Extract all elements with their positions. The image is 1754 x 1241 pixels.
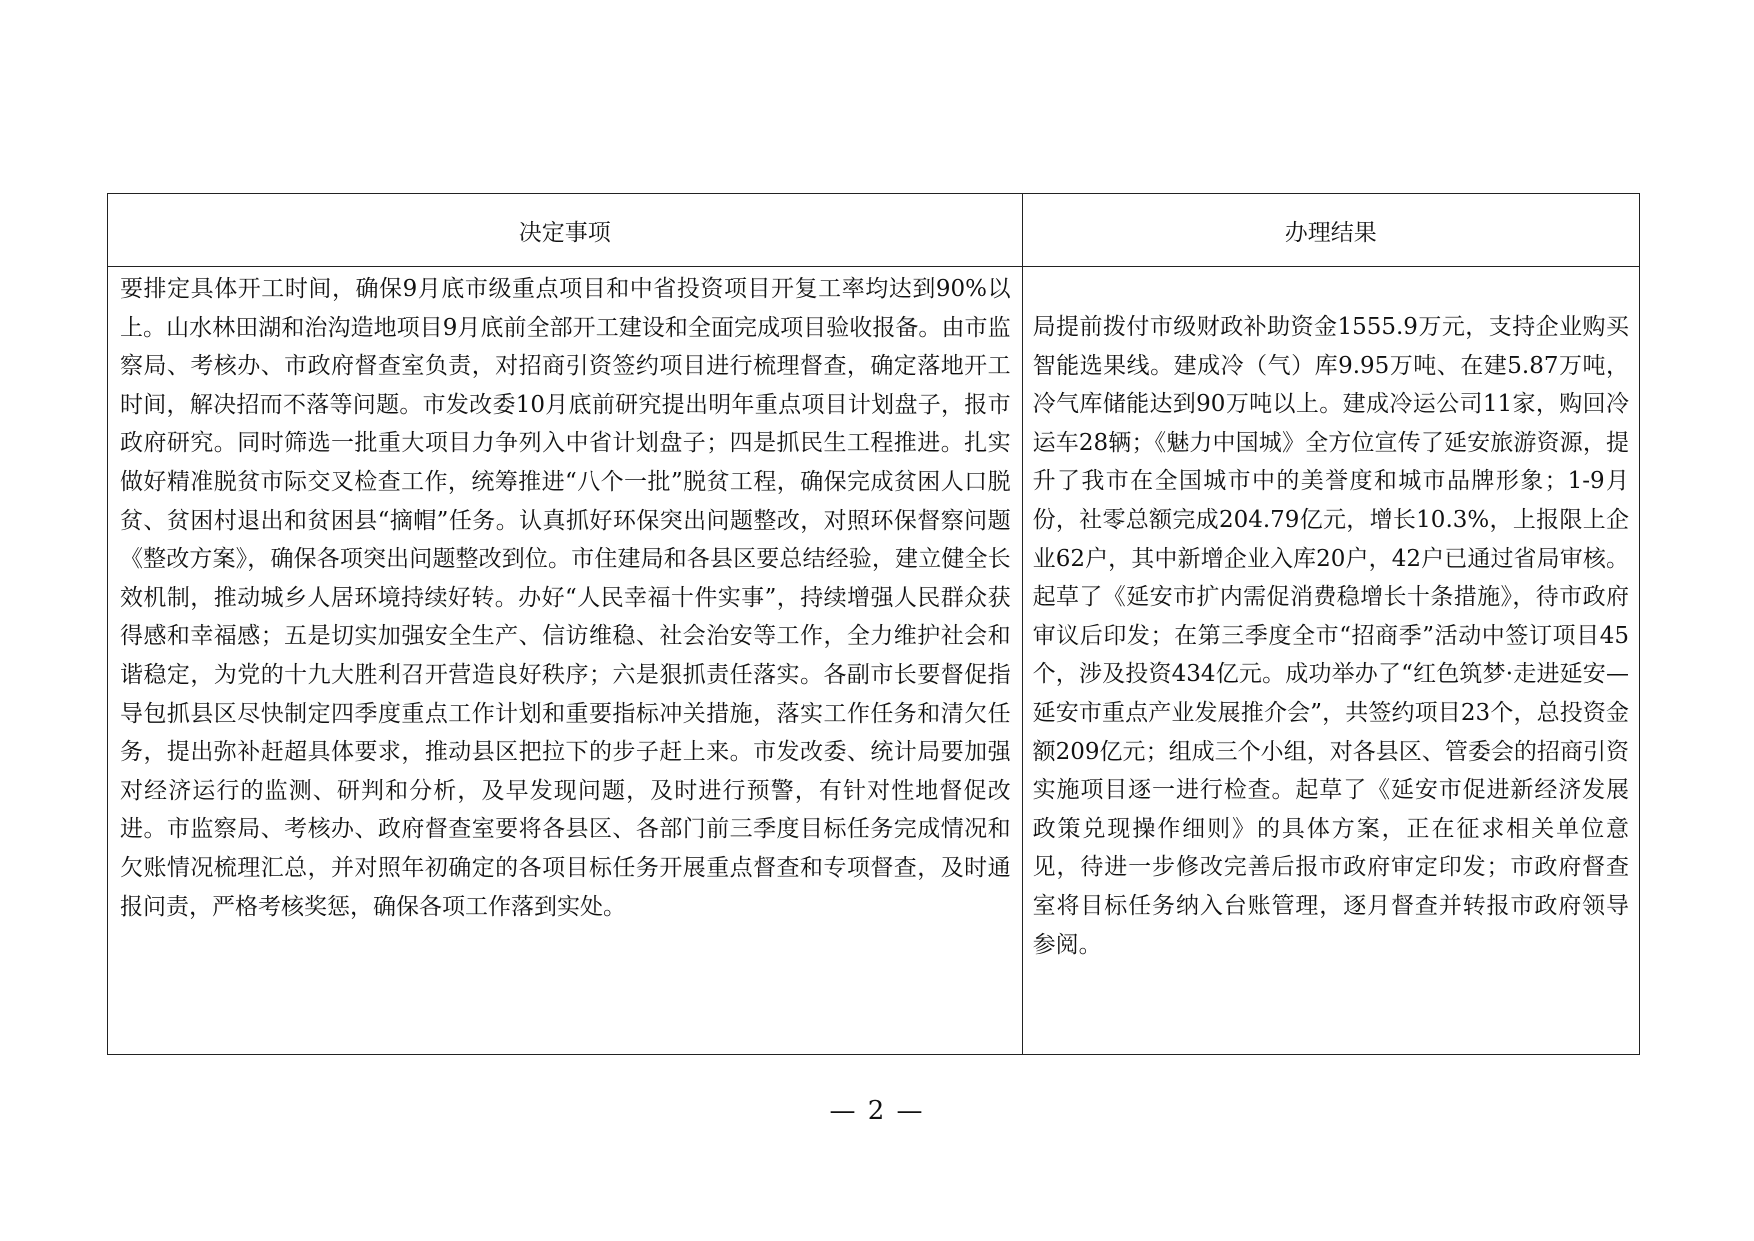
decision-table [107, 193, 1640, 1055]
result-cell [1022, 267, 1639, 1055]
decision-text: 要排定具体开工时间，确保9月底市级重点项目和中省投资项目开复工率均达到90%以上。山水林田湖和治沟造地项目9月底前全部开工建设和全面完成项目验收报备。由市监察局、考核办、市政府督查室负责，对招商引资签约项目进行梳理督查，确定落地开工时间，解决招而不落等问题。市发改委10月底前研究提出明年重点项目计划盘子，报市政府研究。同时筛选一批重大项目力争列入中省计划盘子；四是抓民生工程推进。扎实做好精准脱贫市际交叉检查工作，统筹推进“八个一批”脱贫工程，确保完成贫困人口脱贫、贫困村退出和贫困县“摘帽”任务。认真抓好环保突出问题整改，对照环保督察问题《整改方案》，确保各项突出问题整改到位。市住建局和各县区要总结经验，建立健全长效机制，推动城乡人居环境持续好转。办好“人民幸福十件实事”，持续增强人民群众获得感和幸福感；五是切实加强安全生产、信访维稳、社会治安等工作，全力维护社会和谐稳定，为党的十九大胜利召开营造良好秩序；六是狠抓责任落实。各副市长要督促指导包抓县区尽快制定四季度重点工作计划和重要指标冲关措施，落实工作任务和清欠任务，提出弥补赶超具体要求，推动县区把拉下的步子赶上来。市发改委、统计局要加强对经济运行的监测、研判和分析，及早发现问题，及时进行预警，有针对性地督促改进。市监察局、考核办、政府督查室要将各县区、各部门前三季度目标任务完成情况和欠账情况梳理汇总，并对照年初确定的各项目标任务开展重点督查和专项督查，及时通报问责，严格考核奖惩，确保各项工作落到实处。 [120, 276, 1011, 920]
decision-cell [108, 267, 1023, 1055]
result-text: 局提前拨付市级财政补助资金1555.9万元，支持企业购买智能选果线。建成冷（气）库9.95万吨、在建5.87万吨，冷气库储能达到90万吨以上。建成冷运公司11家，购回冷运车28辆；《魅力中国城》全方位宣传了延安旅游资源，提升了我市在全国城市中的美誉度和城市品牌形象；1-9月份，社零总额完成204.79亿元，增长10.3%，上报限上企业62户，其中新增企业入库20户，42户已通过省局审核。起草了《延安市扩内需促消费稳增长十条措施》，待市政府审议后印发；在第三季度全市“招商季”活动中签订项目45个，涉及投资434亿元。成功举办了“红色筑梦·走进延安—延安市重点产业发展推介会”，共签约项目23个，总投资金额209亿元；组成三个小组，对各县区、管委会的招商引资实施项目逐一进行检查。起草了《延安市促进新经济发展政策兑现操作细则》的具体方案，正在征求相关单位意见，待进一步修改完善后报市政府审定印发；市政府督查室将目标任务纳入台账管理，逐月督查并转报市政府领导参阅。 [1032, 314, 1629, 958]
page-number: — 2 — [829, 1096, 925, 1126]
table-header-row [108, 194, 1640, 267]
header-handling-results: 办理结果 [1022, 194, 1639, 267]
table-row [108, 267, 1640, 1055]
header-decision-items: 决定事项 [108, 194, 1023, 267]
